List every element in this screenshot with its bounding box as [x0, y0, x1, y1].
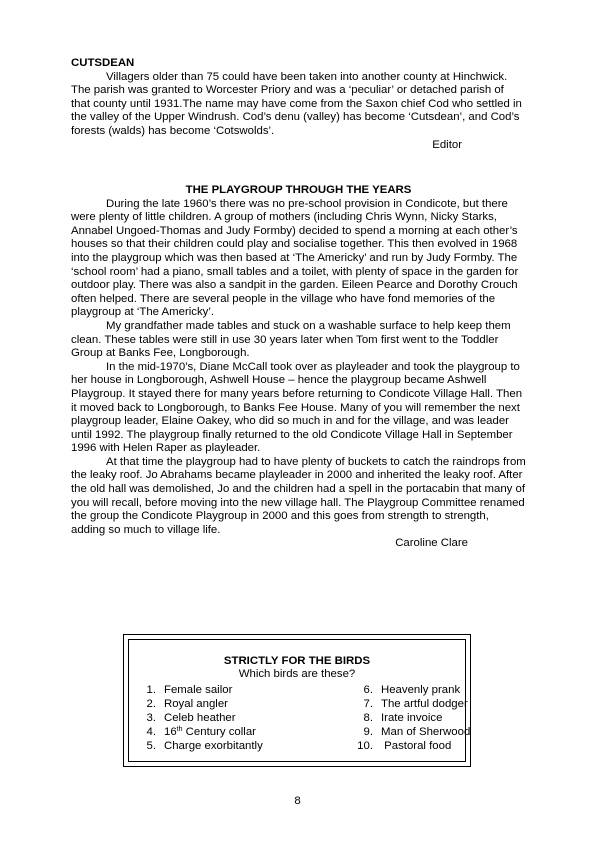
clue-number: 9.	[363, 726, 373, 738]
clue-number: 4.	[146, 726, 156, 738]
clue-text: Royal angler	[164, 698, 228, 710]
quiz-clue	[134, 698, 228, 712]
clue-number: 3.	[146, 712, 156, 724]
clue-text: Celeb heather	[164, 712, 236, 724]
clue-number: 6.	[363, 684, 373, 696]
quiz-subtitle: Which birds are these?	[238, 668, 356, 680]
cutsdean-article	[71, 57, 526, 152]
playgroup-paragraph-1: During the late 1960’s there was no pre-school provision in Condicote, but there were plenty of little children. A group of mothers (including Chris Wynn, Nicky Starks, Annabel Ungoed-Thomas and Judy Formby) decided to spend a morning at each other’s houses so that their children could play and socialise together. This then evolved in 1968 into the playgroup which was then based at ‘The Americky’ and run by Judy Formby. The ‘school room’ had a piano, small tables and a toilet, with plenty of space in the garden for outdoor play. There was also a sandpit in the garden. Eileen Pearce and Dorothy Crouch often helped. There are several people in the village who have fond memories of the playgroup at ‘The Americky’.	[71, 197, 519, 319]
quiz-clue	[351, 726, 470, 740]
clue-text: Irate invoice	[381, 712, 443, 724]
clue-text: Charge exorbitantly	[164, 740, 263, 752]
clue-number: 8.	[363, 712, 373, 724]
clue-text: Heavenly prank	[381, 684, 461, 696]
quiz-clue	[351, 740, 451, 754]
clue-text: Century collar	[182, 726, 256, 738]
quiz-clue	[134, 684, 232, 698]
clue-number: 7.	[363, 698, 373, 710]
clue-number: 1.	[146, 684, 156, 696]
cutsdean-signature: Editor	[432, 138, 462, 151]
cutsdean-body: Villagers older than 75 could have been taken into another county at Hinchwick. The parish was granted to Worcester Priory and was a ‘peculiar’ or detached parish of that county until 1931.The name may have come from the Saxon chief Cod who settled in the valley of the Upper Windrush. Cod’s denu (valley) has become ‘Cutsdean’, and Cod’s forests (walds) has become ‘Cotswolds’.	[71, 70, 522, 137]
playgroup-signature: Caroline Clare	[395, 537, 468, 550]
page-number: 8	[294, 795, 301, 807]
bird-quiz-box	[123, 634, 471, 767]
clue-number: 2.	[146, 698, 156, 710]
clue-text: The artful dodger	[381, 698, 468, 710]
cutsdean-heading: CUTSDEAN	[71, 57, 135, 69]
clue-number: 10.	[357, 740, 373, 752]
playgroup-paragraph-2: My grandfather made tables and stuck on a washable surface to help keep them clean. These tables were still in use 30 years later when Tom first went to the Toddler Group at Banks Fee, Longborough.	[71, 319, 511, 360]
quiz-clue	[134, 726, 256, 740]
clue-number: 5.	[146, 740, 156, 752]
playgroup-heading: THE PLAYGROUP THROUGH THE YEARS	[185, 184, 412, 196]
playgroup-article	[71, 184, 526, 551]
quiz-clue	[351, 684, 460, 698]
clue-text: Female sailor	[164, 684, 233, 696]
clue-text-number: 16	[164, 726, 177, 738]
quiz-title: STRICTLY FOR THE BIRDS	[223, 655, 371, 667]
clue-text: Man of Sherwood	[381, 726, 471, 738]
clue-text: Pastoral food	[381, 740, 452, 752]
clue-superscript: th	[176, 726, 183, 733]
quiz-clue	[134, 712, 236, 726]
quiz-clue	[351, 698, 468, 712]
quiz-clue	[134, 740, 263, 754]
playgroup-paragraph-4: At that time the playgroup had to have plenty of buckets to catch the raindrops from the leaky roof. Jo Abrahams became playleader in 2000 and inherited the leaky roof. After the old hall was demolished, Jo and the children had a spell in the portacabin that many of you will recall, before moving into the new village hall. The Playgroup Committee renamed the group the Condicote Playgroup in 2000 and this goes from strength to strength, adding so much to village life.	[71, 455, 526, 536]
playgroup-paragraph-3: In the mid-1970’s, Diane McCall took over as playleader and took the playgroup to her house in Longborough, Ashwell House – hence the playgroup became Ashwell Playgroup. It stayed there for many years before returning to Condicote Village Hall. Then it moved back to Longborough, to Banks Fee House. Many of you will remember the next playgroup leader, Elaine Oakey, who did so much in and for the village, and was leader until 1992. The playgroup finally returned to the old Condicote Village Hall in September 1996 with Helen Raper as playleader.	[71, 360, 523, 455]
bird-quiz-inner-border	[128, 639, 471, 762]
quiz-clue	[351, 712, 442, 726]
